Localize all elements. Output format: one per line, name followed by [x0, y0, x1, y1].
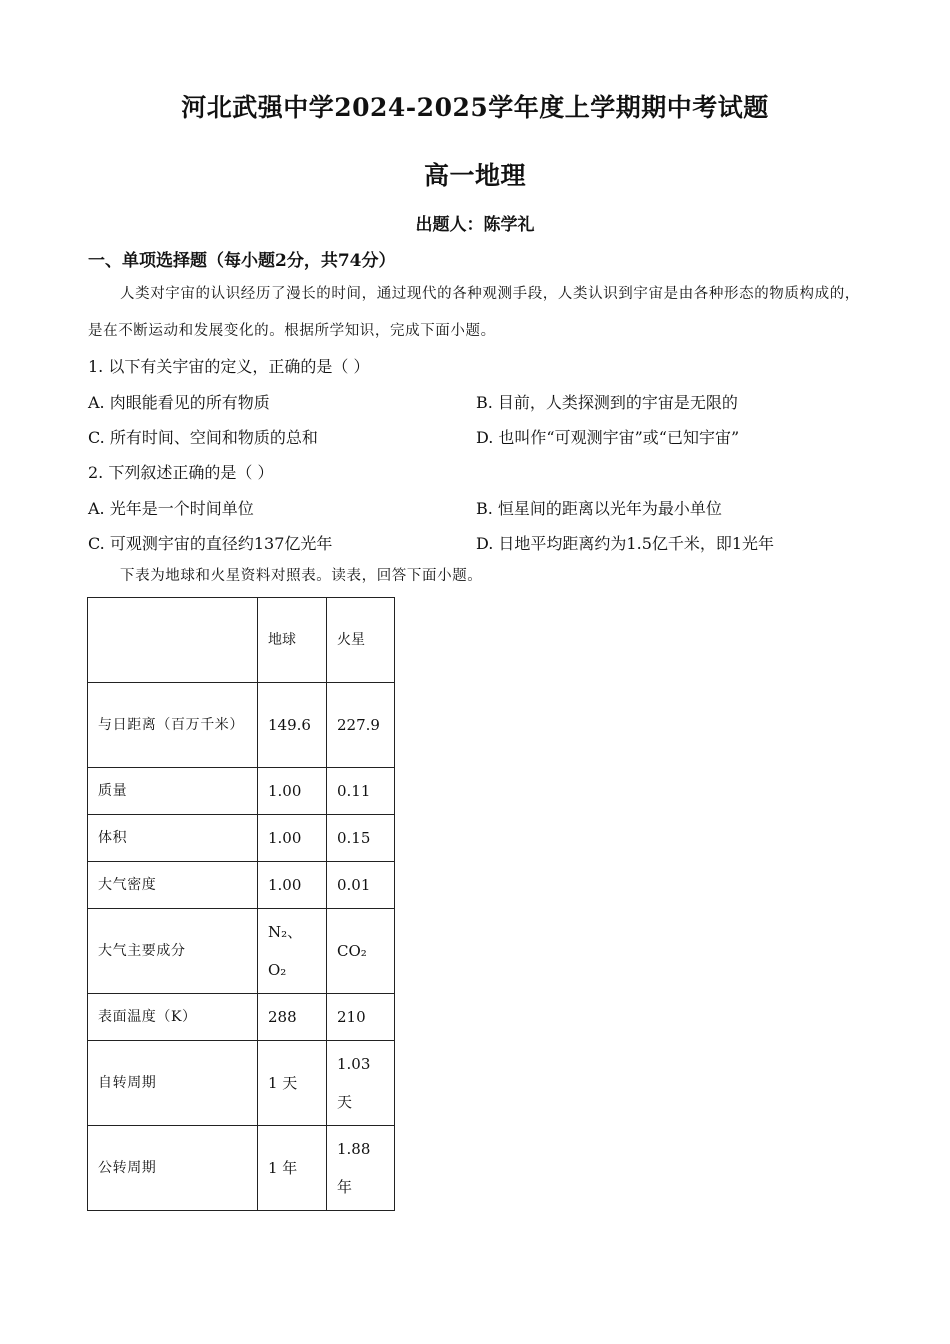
table-cell-label: 表面温度（K）	[88, 994, 258, 1041]
table-header-blank	[88, 598, 258, 683]
table-cell-earth: 1.00	[258, 862, 327, 909]
table-cell-label: 公转周期	[88, 1126, 258, 1211]
table-cell-label: 自转周期	[88, 1041, 258, 1126]
table-cell-earth: 1 天	[258, 1041, 327, 1126]
table-row	[88, 815, 395, 862]
table-cell-mars: 0.01	[327, 862, 395, 909]
table-cell-earth: 149.6	[258, 683, 327, 768]
question-2-option-a: A. 光年是一个时间单位	[88, 499, 254, 518]
question-2-option-b: B. 恒星间的距离以光年为最小单位	[476, 499, 722, 518]
question-2-stem: 2. 下列叙述正确的是（ ）	[88, 463, 274, 482]
table-cell-label: 体积	[88, 815, 258, 862]
table-cell-mars: 0.15	[327, 815, 395, 862]
table-header-mars: 火星	[327, 598, 395, 683]
table-row	[88, 994, 395, 1041]
table-row	[88, 768, 395, 815]
table-cell-earth: N₂、O₂	[258, 909, 327, 994]
table-cell-mars: 1.03天	[327, 1041, 395, 1126]
table-row	[88, 683, 395, 768]
table-cell-label: 与日距离（百万千米）	[88, 683, 258, 768]
exam-author: 出题人：陈学礼	[415, 215, 535, 235]
table-row	[88, 862, 395, 909]
exam-subtitle: 高一地理	[423, 161, 526, 190]
table-cell-label: 大气主要成分	[88, 909, 258, 994]
table-row	[88, 1126, 395, 1211]
table-header-row	[88, 598, 395, 683]
question-1-option-a: A. 肉眼能看见的所有物质	[88, 393, 270, 412]
earth-mars-table	[87, 597, 395, 1211]
passage-intro: 人类对宇宙的认识经历了漫长的时间，通过现代的各种观测手段，人类认识到宇宙是由各种形态的物质构成的，是在不断运动和发展变化的。根据所学知识，完成下面小题。	[88, 286, 860, 339]
question-2-option-d: D. 日地平均距离约为1.5亿千米，即1光年	[476, 534, 775, 553]
question-2-option-c: C. 可观测宇宙的直径约137亿光年	[88, 534, 333, 553]
table-cell-mars: 0.11	[327, 768, 395, 815]
table-row	[88, 909, 395, 994]
table-cell-mars: 227.9	[327, 683, 395, 768]
table-cell-mars: 1.88年	[327, 1126, 395, 1211]
table-cell-label: 大气密度	[88, 862, 258, 909]
table-cell-mars: CO₂	[327, 909, 395, 994]
table-intro: 下表为地球和火星资料对照表。读表，回答下面小题。	[120, 568, 483, 584]
table-cell-mars: 210	[327, 994, 395, 1041]
question-1-option-b: B. 目前，人类探测到的宇宙是无限的	[476, 393, 738, 412]
section-heading: 一、单项选择题（每小题2分，共74分）	[88, 251, 396, 271]
table-cell-earth: 1.00	[258, 768, 327, 815]
table-header-earth: 地球	[258, 598, 327, 683]
question-1-stem: 1. 以下有关宇宙的定义，正确的是（ ）	[88, 357, 370, 376]
question-1-option-c: C. 所有时间、空间和物质的总和	[88, 428, 318, 447]
table-cell-earth: 1 年	[258, 1126, 327, 1211]
exam-title: 河北武强中学2024-2025学年度上学期期中考试题	[181, 93, 769, 122]
table-cell-earth: 288	[258, 994, 327, 1041]
question-1-option-d: D. 也叫作“可观测宇宙”或“已知宇宙”	[476, 428, 740, 447]
table-cell-label: 质量	[88, 768, 258, 815]
table-row	[88, 1041, 395, 1126]
table-cell-earth: 1.00	[258, 815, 327, 862]
